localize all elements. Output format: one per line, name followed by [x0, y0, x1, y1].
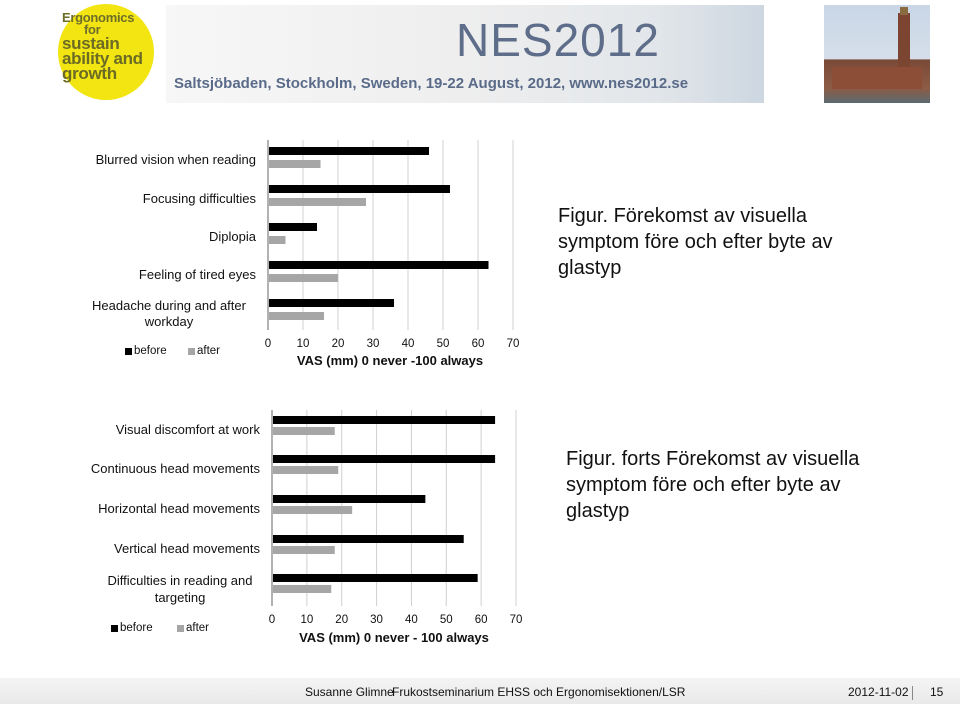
figure-caption-bottom: Figur. forts Förekomst av visuella symptom före och efter byte av glastyp — [566, 448, 860, 522]
bar-before-4 — [269, 261, 489, 269]
x-tick-label: 40 — [405, 614, 418, 626]
bar-after-2 — [273, 466, 338, 474]
bar-after-2 — [269, 198, 366, 206]
category-label: Continuous head movements — [90, 461, 260, 476]
bar-before-4 — [273, 535, 464, 543]
x-tick-label: 50 — [439, 614, 453, 626]
x-tick-label: 0 — [264, 338, 272, 350]
category-label: Vertical head movements — [114, 541, 260, 556]
category-label: Diplopia — [209, 229, 256, 244]
bar-before-5 — [273, 574, 478, 582]
x-tick-label: 50 — [436, 338, 450, 350]
bar-after-1 — [273, 427, 335, 435]
legend-swatch-before — [111, 625, 118, 632]
bar-before-3 — [273, 495, 425, 503]
footer-event: Frukostseminarium EHSS och Ergonomisektionen/LSR — [392, 685, 686, 699]
logo-line: for — [84, 22, 101, 37]
legend-label-after: after — [197, 345, 221, 357]
footer-divider — [912, 686, 913, 700]
bar-after-4 — [273, 546, 335, 554]
category-label: Difficulties in reading and targeting — [107, 573, 253, 605]
logo-line: Ergonomics — [62, 10, 135, 25]
x-tick-label: 20 — [331, 338, 345, 350]
bar-before-5 — [269, 299, 394, 307]
bar-after-5 — [269, 312, 324, 320]
legend-swatch-after — [188, 348, 195, 355]
bar-after-3 — [273, 506, 352, 514]
category-label: Focusing difficulties — [142, 191, 256, 206]
category-label: Visual discomfort at work — [115, 422, 260, 437]
category-label: Headache during and after workday — [92, 298, 246, 329]
category-label: Horizontal head movements — [98, 501, 260, 516]
x-tick-label: 60 — [471, 338, 485, 350]
legend-swatch-after — [177, 625, 184, 632]
footer-author: Susanne Glimne — [305, 685, 394, 699]
legend-label-before: before — [120, 622, 153, 634]
legend-swatch-before — [125, 348, 132, 355]
footer-page-number: 15 — [930, 685, 944, 699]
x-tick-label: 30 — [366, 338, 380, 350]
x-tick-label: 70 — [506, 338, 520, 350]
figure-caption-top: Figur. Förekomst av visuella symptom före och efter byte av glastyp — [558, 205, 833, 279]
x-tick-label: 10 — [300, 614, 314, 626]
bar-after-5 — [273, 585, 331, 593]
footer-date: 2012-11-02 — [848, 685, 909, 699]
bar-before-1 — [269, 147, 429, 155]
x-tick-label: 30 — [370, 614, 383, 626]
bar-before-2 — [269, 185, 450, 193]
category-label: Blurred vision when reading — [95, 152, 256, 167]
banner-subtitle: Saltsjöbaden, Stockholm, Sweden, 19-22 August, 2012, www.nes2012.se — [174, 75, 689, 92]
x-tick-label: 0 — [268, 614, 276, 626]
x-axis-title: VAS (mm) 0 never - 100 always — [299, 630, 489, 645]
banner-title: NES2012 — [456, 14, 660, 66]
x-tick-label: 40 — [401, 338, 415, 350]
bar-after-3 — [269, 236, 286, 244]
x-tick-label: 60 — [474, 614, 488, 626]
logo-line: sustain — [62, 34, 120, 53]
legend-label-before: before — [134, 345, 167, 357]
logo-line: growth — [62, 64, 117, 83]
x-tick-label: 70 — [509, 614, 523, 626]
category-label: Feeling of tired eyes — [138, 267, 256, 282]
bar-before-2 — [273, 455, 495, 463]
bar-after-4 — [269, 274, 338, 282]
logo-line: ability and — [62, 49, 143, 68]
x-axis-title: VAS (mm) 0 never -100 always — [296, 353, 484, 368]
x-tick-label: 20 — [335, 614, 349, 626]
bar-after-1 — [269, 160, 321, 168]
bar-before-3 — [269, 223, 317, 231]
bar-before-1 — [273, 416, 495, 424]
legend-label-after: after — [186, 622, 210, 634]
x-tick-label: 10 — [296, 338, 310, 350]
